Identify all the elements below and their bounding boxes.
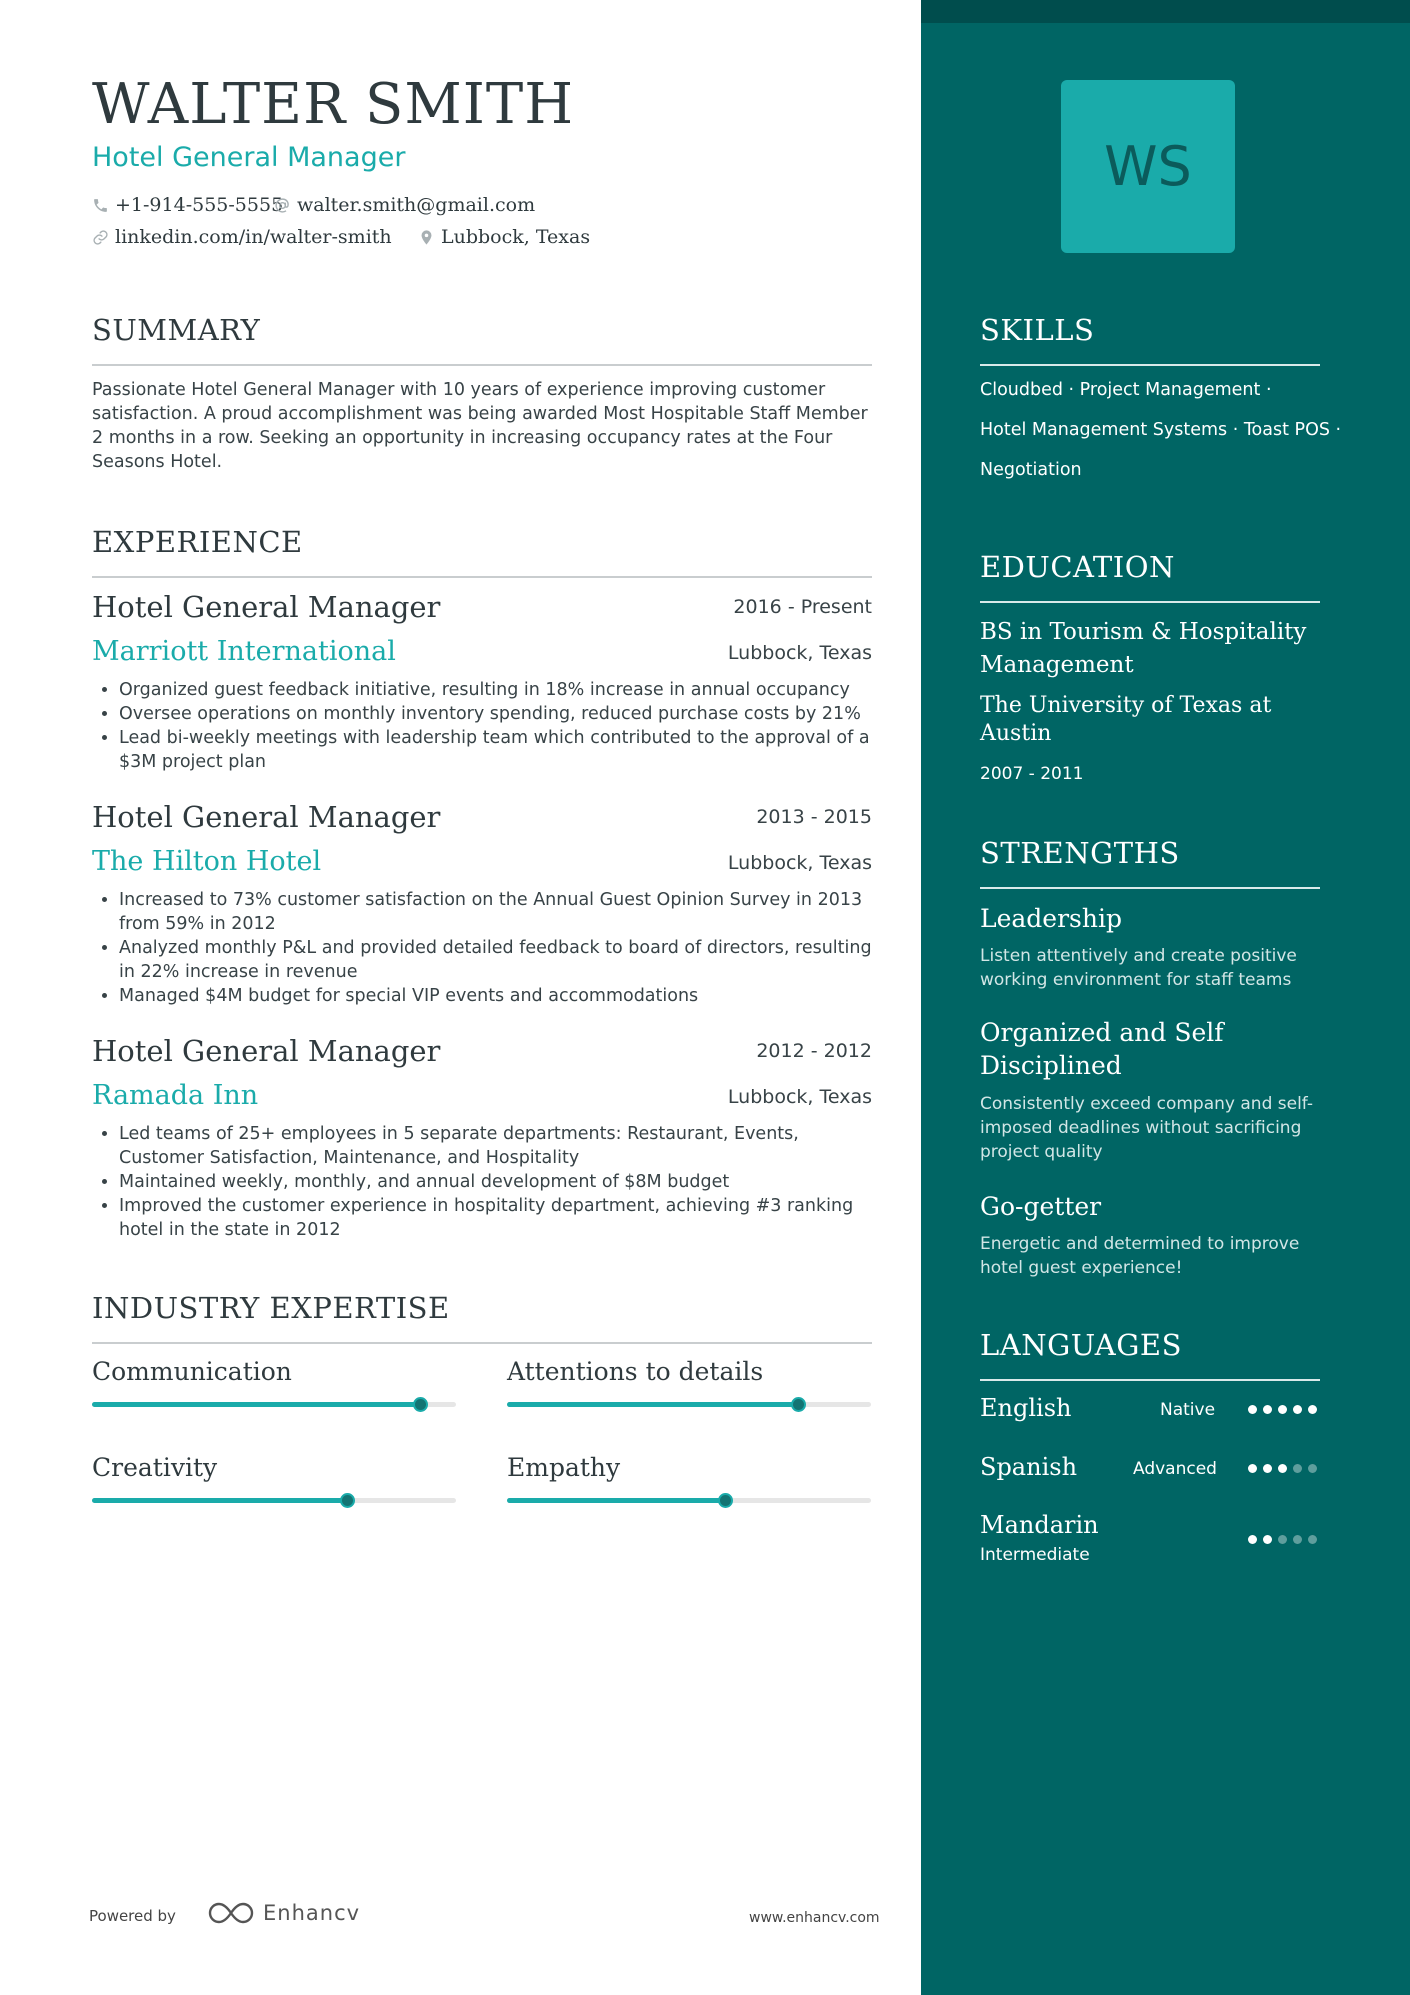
job-location: Lubbock, Texas	[727, 1086, 872, 1108]
language-level: Advanced	[1133, 1459, 1217, 1479]
contact-phone	[92, 194, 283, 216]
job-bullets	[92, 1122, 872, 1242]
language-dot-filled	[1263, 1405, 1272, 1414]
expertise-divider	[92, 1342, 872, 1344]
enhancv-brand: Enhancv	[263, 1901, 361, 1925]
summary-heading: SUMMARY	[92, 313, 261, 347]
phone-text: +1-914-555-5555	[115, 194, 284, 216]
summary-text: Passionate Hotel General Manager with 10 years of experience improving customer satisfaction. A proud accomplishment was being awarded Most Hospitable Staff Member 2 months in a row. Seeking an opportunity in increasing occupancy rates at the Four Seasons Hotel.	[92, 380, 868, 472]
candidate-title: Hotel General Manager	[92, 142, 406, 173]
job-location: Lubbock, Texas	[727, 642, 872, 664]
language-dot-filled	[1293, 1405, 1302, 1414]
job-bullet: • Analyzed monthly P&L and provided detailed feedback to board of directors, resulting in 22% increase in revenue	[119, 936, 872, 984]
language-name: Mandarin	[980, 1511, 1099, 1539]
powered-by-text: Powered by	[89, 1907, 176, 1925]
language-name: Spanish	[980, 1453, 1078, 1481]
skills-line: Cloudbed · Project Management ·	[980, 380, 1272, 400]
expertise-name: Empathy	[507, 1453, 621, 1482]
strength-name: Go-getter	[980, 1192, 1102, 1221]
location-pin-icon	[418, 228, 435, 247]
strength-description: Consistently exceed company and self-imposed deadlines without sacrificing project quality	[980, 1094, 1313, 1162]
language-dot-filled	[1263, 1535, 1272, 1544]
job-company: Marriott International	[92, 636, 396, 667]
strengths-divider	[980, 887, 1320, 889]
education-heading: EDUCATION	[980, 550, 1175, 584]
job-title: Hotel General Manager	[92, 1034, 441, 1068]
expertise-bar	[507, 1402, 871, 1407]
language-dots	[1248, 1405, 1323, 1414]
sidebar-top-band	[921, 0, 1410, 23]
experience-heading: EXPERIENCE	[92, 525, 303, 559]
job-dates: 2012 - 2012	[756, 1040, 872, 1062]
education-school: The University of Texas at Austin	[980, 693, 1272, 746]
language-dot-filled	[1248, 1535, 1257, 1544]
job-company: The Hilton Hotel	[92, 846, 322, 877]
expertise-bar-knob	[413, 1397, 428, 1412]
job-bullet: • Managed $4M budget for special VIP events and accommodations	[119, 984, 872, 1008]
contact-email	[274, 194, 535, 216]
expertise-bar-knob	[340, 1493, 355, 1508]
expertise-bar-fill	[92, 1498, 347, 1503]
summary-divider	[92, 364, 872, 366]
expertise-bar-fill	[92, 1402, 420, 1407]
link-icon	[92, 229, 109, 246]
expertise-bar-knob	[718, 1493, 733, 1508]
language-level: Native	[1160, 1400, 1216, 1420]
language-dot-filled	[1248, 1405, 1257, 1414]
language-dot-filled	[1263, 1464, 1272, 1473]
language-dot-empty	[1308, 1464, 1317, 1473]
language-dot-filled	[1278, 1464, 1287, 1473]
job-bullet: • Led teams of 25+ employees in 5 separate departments: Restaurant, Events, Customer Satisfaction, Maintenance, and Hospitality	[119, 1122, 872, 1170]
language-dot-filled	[1278, 1405, 1287, 1414]
language-dots	[1248, 1535, 1323, 1544]
job-bullet: • Improved the customer experience in hospitality department, achieving #3 ranking hotel in the state in 2012	[119, 1194, 872, 1242]
strength-description: Energetic and determined to improve hotel guest experience!	[980, 1234, 1300, 1278]
job-location: Lubbock, Texas	[727, 852, 872, 874]
language-dot-filled	[1248, 1464, 1257, 1473]
language-dot-empty	[1308, 1535, 1317, 1544]
contact-linkedin	[92, 226, 392, 248]
skills-line: Negotiation	[980, 460, 1082, 480]
linkedin-text[interactable]: linkedin.com/in/walter-smith	[115, 226, 392, 248]
job-bullets	[92, 888, 872, 1008]
strength-name: Organized and Self Disciplined	[980, 1018, 1224, 1080]
job-dates: 2016 - Present	[733, 596, 872, 618]
expertise-name: Creativity	[92, 1453, 218, 1482]
job-bullet: • Maintained weekly, monthly, and annual development of $8M budget	[119, 1170, 872, 1194]
language-name: English	[980, 1394, 1072, 1422]
job-bullet: • Oversee operations on monthly inventory spending, reduced purchase costs by 21%	[119, 702, 872, 726]
strengths-heading: STRENGTHS	[980, 836, 1180, 870]
skills-line: Hotel Management Systems · Toast POS ·	[980, 420, 1342, 440]
strength-description: Listen attentively and create positive working environment for staff teams	[980, 946, 1297, 990]
footer-site-link[interactable]: www.enhancv.com	[749, 1910, 880, 1926]
languages-heading: LANGUAGES	[980, 1328, 1182, 1362]
skills-heading: SKILLS	[980, 313, 1095, 347]
job-bullet: • Lead bi-weekly meetings with leadership team which contributed to the approval of a $3M project plan	[119, 726, 872, 774]
experience-divider	[92, 576, 872, 578]
candidate-name: WALTER SMITH	[92, 72, 575, 137]
expertise-bar	[92, 1498, 456, 1503]
education-degree: BS in Tourism & Hospitality Management	[980, 619, 1307, 678]
expertise-name: Attentions to details	[507, 1357, 764, 1386]
job-title: Hotel General Manager	[92, 590, 441, 624]
languages-divider	[980, 1379, 1320, 1381]
location-text: Lubbock, Texas	[441, 226, 591, 248]
phone-icon	[92, 197, 109, 214]
language-dot-empty	[1293, 1535, 1302, 1544]
job-bullet: • Increased to 73% customer satisfaction on the Annual Guest Opinion Survey in 2013 from 59% in 2012	[119, 888, 872, 936]
expertise-bar	[507, 1498, 871, 1503]
avatar: WS	[1061, 80, 1235, 253]
at-icon	[274, 197, 291, 214]
education-divider	[980, 601, 1320, 603]
expertise-bar-fill	[507, 1498, 725, 1503]
strength-name: Leadership	[980, 904, 1122, 933]
expertise-heading: INDUSTRY EXPERTISE	[92, 1291, 450, 1325]
language-dot-empty	[1278, 1535, 1287, 1544]
expertise-bar	[92, 1402, 456, 1407]
expertise-bar-knob	[791, 1397, 806, 1412]
language-dots	[1248, 1464, 1323, 1473]
language-dot-filled	[1308, 1405, 1317, 1414]
job-bullet: • Organized guest feedback initiative, resulting in 18% increase in annual occupancy	[119, 678, 872, 702]
enhancv-logo[interactable]	[207, 1900, 360, 1926]
email-text[interactable]: walter.smith@gmail.com	[297, 194, 536, 216]
language-level: Intermediate	[980, 1545, 1090, 1565]
contact-location	[418, 226, 590, 248]
job-company: Ramada Inn	[92, 1080, 259, 1111]
enhancv-infinity-icon	[207, 1900, 255, 1926]
sidebar	[921, 0, 1410, 1995]
job-dates: 2013 - 2015	[756, 806, 872, 828]
job-title: Hotel General Manager	[92, 800, 441, 834]
expertise-bar-fill	[507, 1402, 798, 1407]
education-dates: 2007 - 2011	[980, 764, 1084, 784]
job-bullets	[92, 678, 872, 774]
expertise-name: Communication	[92, 1357, 292, 1386]
skills-divider	[980, 364, 1320, 366]
language-dot-empty	[1293, 1464, 1302, 1473]
